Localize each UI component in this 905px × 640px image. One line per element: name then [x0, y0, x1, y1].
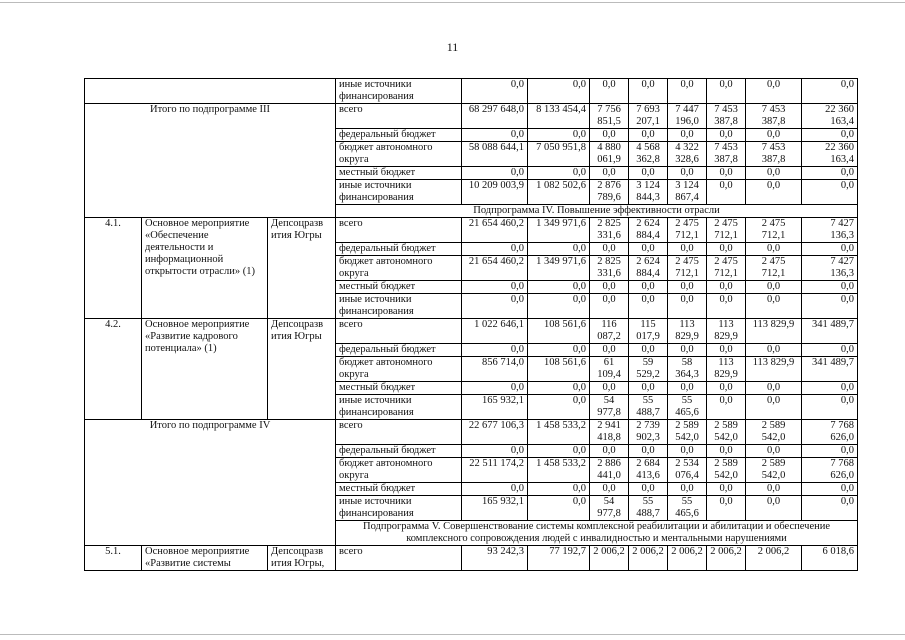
- amount-cell: 0,0: [629, 243, 668, 256]
- amount-cell: 7 453 387,8: [746, 142, 802, 167]
- amount-cell: 2 886 441,0: [590, 458, 629, 483]
- amount-cell: 0,0: [746, 395, 802, 420]
- funding-source: местный бюджет: [336, 281, 462, 294]
- subtotal-label: Итого по подпрограмме IV: [85, 420, 336, 546]
- amount-cell: 0,0: [528, 79, 590, 104]
- amount-cell: 2 589 542,0: [746, 420, 802, 445]
- amount-cell: 0,0: [668, 483, 707, 496]
- amount-cell: 0,0: [707, 496, 746, 521]
- funding-source: всего: [336, 546, 462, 571]
- amount-cell: 0,0: [746, 294, 802, 319]
- amount-cell: 2 624 884,4: [629, 218, 668, 243]
- amount-cell: 2 006,2: [707, 546, 746, 571]
- funding-source: всего: [336, 218, 462, 243]
- amount-cell: 0,0: [707, 382, 746, 395]
- funding-source: местный бюджет: [336, 483, 462, 496]
- amount-cell: 0,0: [462, 281, 528, 294]
- amount-cell: 0,0: [707, 281, 746, 294]
- amount-cell: 2 589 542,0: [746, 458, 802, 483]
- amount-cell: 55 465,6: [668, 496, 707, 521]
- amount-cell: 0,0: [802, 167, 858, 180]
- amount-cell: 7 427 136,3: [802, 256, 858, 281]
- amount-cell: 1 082 502,6: [528, 180, 590, 205]
- amount-cell: 0,0: [528, 483, 590, 496]
- amount-cell: 1 349 971,6: [528, 218, 590, 243]
- amount-cell: 0,0: [707, 395, 746, 420]
- amount-cell: 2 475 712,1: [707, 256, 746, 281]
- amount-cell: 0,0: [629, 129, 668, 142]
- amount-cell: 165 932,1: [462, 395, 528, 420]
- amount-cell: 2 941 418,8: [590, 420, 629, 445]
- amount-cell: 0,0: [590, 294, 629, 319]
- table-row: [85, 218, 858, 243]
- amount-cell: 0,0: [802, 180, 858, 205]
- amount-cell: 165 932,1: [462, 496, 528, 521]
- item-name: Основное мероприятие «Развитие кадрового потенциала» (1): [142, 319, 268, 420]
- amount-cell: 2 684 413,6: [629, 458, 668, 483]
- amount-cell: 0,0: [707, 180, 746, 205]
- item-executor: Депсоцразв ития Югры: [268, 218, 336, 319]
- amount-cell: 0,0: [802, 79, 858, 104]
- amount-cell: 58 088 644,1: [462, 142, 528, 167]
- funding-source: федеральный бюджет: [336, 129, 462, 142]
- funding-source: иные источники финансирования: [336, 496, 462, 521]
- amount-cell: 0,0: [462, 243, 528, 256]
- amount-cell: 0,0: [802, 129, 858, 142]
- amount-cell: 0,0: [590, 129, 629, 142]
- amount-cell: 116 087,2: [590, 319, 629, 344]
- amount-cell: 113 829,9: [746, 319, 802, 344]
- amount-cell: 59 529,2: [629, 357, 668, 382]
- amount-cell: 0,0: [668, 281, 707, 294]
- amount-cell: 0,0: [629, 294, 668, 319]
- amount-cell: 61 109,4: [590, 357, 629, 382]
- amount-cell: 0,0: [590, 483, 629, 496]
- amount-cell: 108 561,6: [528, 319, 590, 344]
- amount-cell: 0,0: [462, 79, 528, 104]
- funding-source: федеральный бюджет: [336, 445, 462, 458]
- amount-cell: 0,0: [590, 243, 629, 256]
- amount-cell: 0,0: [668, 445, 707, 458]
- amount-cell: 0,0: [668, 167, 707, 180]
- amount-cell: 0,0: [668, 129, 707, 142]
- amount-cell: 2 589 542,0: [668, 420, 707, 445]
- amount-cell: 0,0: [629, 445, 668, 458]
- amount-cell: 0,0: [707, 294, 746, 319]
- amount-cell: 0,0: [707, 445, 746, 458]
- item-number: 4.1.: [85, 218, 142, 319]
- amount-cell: 0,0: [528, 167, 590, 180]
- table-row: [85, 420, 858, 445]
- amount-cell: 93 242,3: [462, 546, 528, 571]
- amount-cell: 7 756 851,5: [590, 104, 629, 129]
- amount-cell: 113 829,9: [746, 357, 802, 382]
- amount-cell: 10 209 003,9: [462, 180, 528, 205]
- amount-cell: 0,0: [746, 79, 802, 104]
- amount-cell: 0,0: [462, 167, 528, 180]
- amount-cell: 22 360 163,4: [802, 104, 858, 129]
- amount-cell: 0,0: [802, 445, 858, 458]
- amount-cell: 0,0: [668, 243, 707, 256]
- amount-cell: 0,0: [707, 129, 746, 142]
- amount-cell: 0,0: [802, 281, 858, 294]
- funding-source: иные источники финансирования: [336, 180, 462, 205]
- amount-cell: 0,0: [668, 344, 707, 357]
- amount-cell: 0,0: [707, 483, 746, 496]
- amount-cell: 2 475 712,1: [668, 256, 707, 281]
- amount-cell: 7 453 387,8: [746, 104, 802, 129]
- amount-cell: 0,0: [629, 167, 668, 180]
- amount-cell: 0,0: [528, 294, 590, 319]
- amount-cell: 0,0: [528, 281, 590, 294]
- funding-source: всего: [336, 420, 462, 445]
- amount-cell: 8 133 454,4: [528, 104, 590, 129]
- amount-cell: 0,0: [528, 382, 590, 395]
- item-name: Основное мероприятие «Обеспечение деятельности и информационной открытости отрасли» (1): [142, 218, 268, 319]
- amount-cell: 0,0: [746, 382, 802, 395]
- table-row: [85, 546, 858, 571]
- funding-source: иные источники финансирования: [336, 79, 462, 104]
- amount-cell: 0,0: [668, 79, 707, 104]
- item-number: 5.1.: [85, 546, 142, 571]
- amount-cell: 0,0: [746, 344, 802, 357]
- amount-cell: 2 589 542,0: [707, 420, 746, 445]
- amount-cell: 0,0: [668, 382, 707, 395]
- amount-cell: 0,0: [802, 294, 858, 319]
- amount-cell: 0,0: [707, 167, 746, 180]
- amount-cell: 22 360 163,4: [802, 142, 858, 167]
- amount-cell: 0,0: [629, 382, 668, 395]
- item-executor: Депсоцразв ития Югры: [268, 319, 336, 420]
- table-row: [85, 319, 858, 344]
- amount-cell: 7 050 951,8: [528, 142, 590, 167]
- funding-source: всего: [336, 104, 462, 129]
- funding-source: бюджет автономного округа: [336, 256, 462, 281]
- amount-cell: 21 654 460,2: [462, 218, 528, 243]
- amount-cell: 7 453 387,8: [707, 142, 746, 167]
- amount-cell: 0,0: [802, 395, 858, 420]
- amount-cell: 0,0: [462, 294, 528, 319]
- amount-cell: 4 880 061,9: [590, 142, 629, 167]
- funding-source: местный бюджет: [336, 382, 462, 395]
- amount-cell: 1 458 533,2: [528, 458, 590, 483]
- financing-table: [84, 78, 858, 571]
- amount-cell: 0,0: [590, 344, 629, 357]
- amount-cell: 0,0: [528, 344, 590, 357]
- amount-cell: 0,0: [590, 382, 629, 395]
- amount-cell: 7 768 626,0: [802, 458, 858, 483]
- amount-cell: 6 018,6: [802, 546, 858, 571]
- funding-source: всего: [336, 319, 462, 344]
- blank-cell: [85, 79, 336, 104]
- page-number: 11: [446, 40, 459, 54]
- amount-cell: 2 006,2: [746, 546, 802, 571]
- amount-cell: 0,0: [528, 395, 590, 420]
- amount-cell: 3 124 867,4: [668, 180, 707, 205]
- amount-cell: 54 977,8: [590, 395, 629, 420]
- item-number: 4.2.: [85, 319, 142, 420]
- amount-cell: 113 829,9: [707, 357, 746, 382]
- amount-cell: 0,0: [462, 382, 528, 395]
- amount-cell: 2 475 712,1: [746, 218, 802, 243]
- amount-cell: 22 677 106,3: [462, 420, 528, 445]
- amount-cell: 1 349 971,6: [528, 256, 590, 281]
- amount-cell: 341 489,7: [802, 319, 858, 344]
- amount-cell: 0,0: [528, 129, 590, 142]
- amount-cell: 0,0: [802, 382, 858, 395]
- amount-cell: 0,0: [746, 243, 802, 256]
- amount-cell: 856 714,0: [462, 357, 528, 382]
- scan-top-edge: [0, 2, 905, 3]
- amount-cell: 0,0: [528, 496, 590, 521]
- amount-cell: 0,0: [746, 129, 802, 142]
- amount-cell: 113 829,9: [707, 319, 746, 344]
- amount-cell: 77 192,7: [528, 546, 590, 571]
- amount-cell: 2 825 331,6: [590, 256, 629, 281]
- amount-cell: 341 489,7: [802, 357, 858, 382]
- amount-cell: 0,0: [629, 281, 668, 294]
- amount-cell: 0,0: [746, 445, 802, 458]
- amount-cell: 4 322 328,6: [668, 142, 707, 167]
- amount-cell: 2 475 712,1: [707, 218, 746, 243]
- amount-cell: 0,0: [629, 483, 668, 496]
- funding-source: местный бюджет: [336, 167, 462, 180]
- amount-cell: 68 297 648,0: [462, 104, 528, 129]
- amount-cell: 2 006,2: [590, 546, 629, 571]
- amount-cell: 0,0: [802, 496, 858, 521]
- amount-cell: 2 589 542,0: [707, 458, 746, 483]
- amount-cell: 2 876 789,6: [590, 180, 629, 205]
- amount-cell: 0,0: [802, 483, 858, 496]
- subtotal-label: Итого по подпрограмме III: [85, 104, 336, 218]
- amount-cell: 0,0: [590, 281, 629, 294]
- table-row: [85, 104, 858, 129]
- amount-cell: 0,0: [590, 445, 629, 458]
- amount-cell: 0,0: [590, 79, 629, 104]
- amount-cell: 7 768 626,0: [802, 420, 858, 445]
- funding-source: федеральный бюджет: [336, 344, 462, 357]
- funding-source: федеральный бюджет: [336, 243, 462, 256]
- amount-cell: 0,0: [590, 167, 629, 180]
- funding-source: бюджет автономного округа: [336, 458, 462, 483]
- amount-cell: 2 006,2: [668, 546, 707, 571]
- amount-cell: 2 475 712,1: [668, 218, 707, 243]
- scan-bottom-edge: [0, 634, 905, 635]
- amount-cell: 21 654 460,2: [462, 256, 528, 281]
- amount-cell: 2 739 902,3: [629, 420, 668, 445]
- amount-cell: 0,0: [802, 344, 858, 357]
- amount-cell: 0,0: [746, 167, 802, 180]
- amount-cell: 7 693 207,1: [629, 104, 668, 129]
- amount-cell: 0,0: [707, 79, 746, 104]
- amount-cell: 0,0: [746, 180, 802, 205]
- amount-cell: 7 427 136,3: [802, 218, 858, 243]
- amount-cell: 0,0: [528, 243, 590, 256]
- amount-cell: 0,0: [746, 281, 802, 294]
- amount-cell: 7 453 387,8: [707, 104, 746, 129]
- amount-cell: 55 488,7: [629, 496, 668, 521]
- amount-cell: 0,0: [802, 243, 858, 256]
- amount-cell: 115 017,9: [629, 319, 668, 344]
- amount-cell: 0,0: [707, 344, 746, 357]
- amount-cell: 55 465,6: [668, 395, 707, 420]
- amount-cell: 22 511 174,2: [462, 458, 528, 483]
- amount-cell: 2 825 331,6: [590, 218, 629, 243]
- funding-source: бюджет автономного округа: [336, 142, 462, 167]
- amount-cell: 0,0: [707, 243, 746, 256]
- table-row: [85, 79, 858, 104]
- amount-cell: 0,0: [629, 79, 668, 104]
- amount-cell: 0,0: [462, 129, 528, 142]
- amount-cell: 3 124 844,3: [629, 180, 668, 205]
- amount-cell: 1 458 533,2: [528, 420, 590, 445]
- amount-cell: 55 488,7: [629, 395, 668, 420]
- amount-cell: 2 475 712,1: [746, 256, 802, 281]
- amount-cell: 0,0: [462, 344, 528, 357]
- amount-cell: 4 568 362,8: [629, 142, 668, 167]
- amount-cell: 113 829,9: [668, 319, 707, 344]
- subprogram-title: Подпрограмма IV. Повышение эффективности отрасли: [336, 205, 858, 218]
- amount-cell: 1 022 646,1: [462, 319, 528, 344]
- amount-cell: 2 534 076,4: [668, 458, 707, 483]
- amount-cell: 0,0: [746, 496, 802, 521]
- amount-cell: 0,0: [528, 445, 590, 458]
- amount-cell: 0,0: [746, 483, 802, 496]
- funding-source: иные источники финансирования: [336, 395, 462, 420]
- funding-source: иные источники финансирования: [336, 294, 462, 319]
- amount-cell: 58 364,3: [668, 357, 707, 382]
- subprogram-title: Подпрограмма V. Совершенствование системы комплексной реабилитации и абилитации и обеспечение комплексного сопровождения людей с инвалидностью и ментальными нарушениями: [336, 521, 858, 546]
- amount-cell: 0,0: [462, 445, 528, 458]
- item-executor: Депсоцразв ития Югры,: [268, 546, 336, 571]
- amount-cell: 7 447 196,0: [668, 104, 707, 129]
- amount-cell: 108 561,6: [528, 357, 590, 382]
- amount-cell: 2 624 884,4: [629, 256, 668, 281]
- amount-cell: 0,0: [629, 344, 668, 357]
- amount-cell: 54 977,8: [590, 496, 629, 521]
- item-name: Основное мероприятие «Развитие системы: [142, 546, 268, 571]
- amount-cell: 0,0: [668, 294, 707, 319]
- amount-cell: 2 006,2: [629, 546, 668, 571]
- amount-cell: 0,0: [462, 483, 528, 496]
- funding-source: бюджет автономного округа: [336, 357, 462, 382]
